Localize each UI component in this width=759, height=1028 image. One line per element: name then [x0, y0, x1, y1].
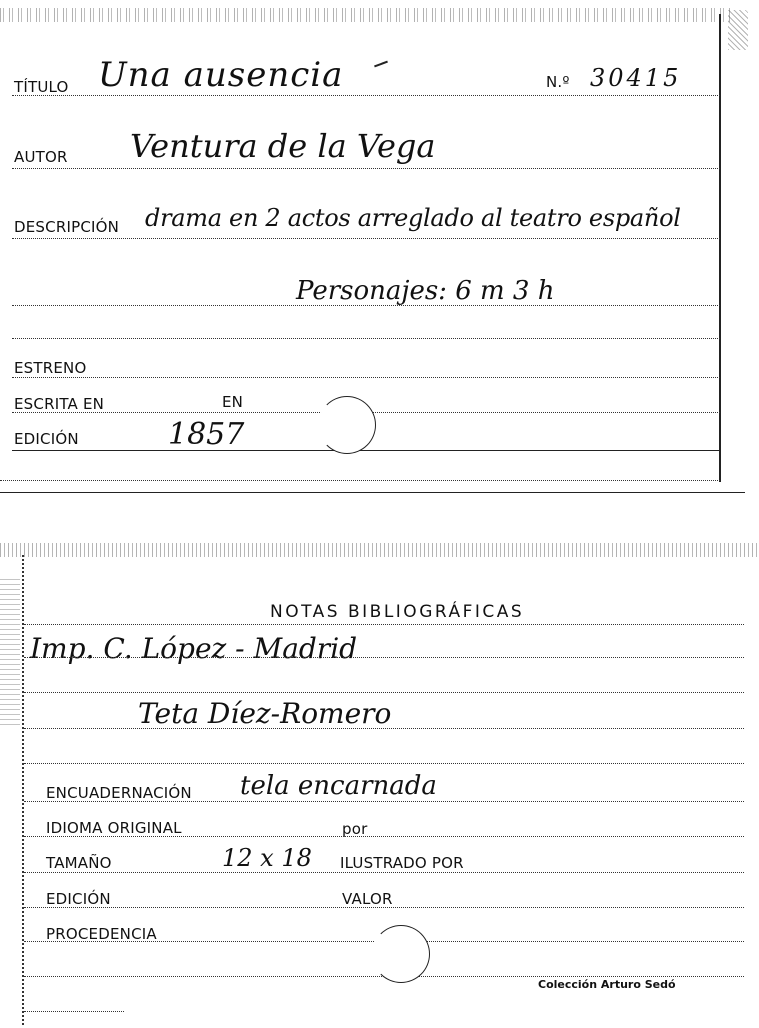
ruled-line [24, 872, 744, 873]
tamano-value: 12 x 18 [222, 844, 312, 872]
card-left-edge [22, 555, 26, 1025]
descripcion-value: drama en 2 actos arreglado al teatro español [145, 204, 681, 232]
idioma-label: IDIOMA ORIGINAL [46, 819, 182, 837]
coleccion-label: Colección Arturo Sedó [538, 978, 676, 991]
ruled-line [24, 1011, 124, 1012]
valor-label: VALOR [342, 890, 393, 908]
catalog-card-back [0, 535, 759, 1028]
card-edge-speckle [0, 543, 759, 557]
autor-value: Ventura de la Vega [130, 127, 436, 165]
ruled-line [24, 836, 744, 837]
imprenta-value: Imp. C. López - Madrid [30, 632, 358, 665]
card-edge-speckle [0, 8, 730, 22]
catalog-card-front [0, 0, 745, 492]
ruled-line [24, 907, 744, 908]
personajes-value: Personajes: 6 m 3 h [296, 276, 555, 306]
edicion-back-label: EDICIÓN [46, 890, 111, 908]
numero-label: N.º [546, 73, 570, 91]
titulo-label: TÍTULO [14, 78, 69, 96]
ink-mark [374, 61, 388, 68]
autor-label: AUTOR [14, 148, 68, 166]
ruled-line [0, 480, 720, 481]
punch-hole [318, 396, 376, 454]
scan-noise [728, 10, 748, 50]
edicion-value: 1857 [168, 417, 245, 452]
por-label: por [342, 820, 368, 838]
estreno-label: ESTRENO [14, 359, 87, 377]
encuadernacion-value: tela encarnada [240, 771, 437, 801]
encuadernacion-label: ENCUADERNACIÓN [46, 784, 192, 802]
escrita-label: ESCRITA EN [14, 395, 105, 413]
ilustrado-label: ILUSTRADO POR [340, 854, 464, 872]
ruled-line [12, 238, 720, 239]
ruled-line [24, 763, 744, 764]
procedencia-label: PROCEDENCIA [46, 925, 157, 943]
ruled-line [12, 168, 720, 169]
ruled-line [12, 377, 720, 378]
ruled-line [24, 624, 744, 625]
ruled-line [24, 728, 744, 729]
ruled-line [12, 95, 720, 96]
descripcion-label: DESCRIPCIÓN [14, 218, 120, 236]
punch-hole [372, 925, 430, 983]
rubrica-value: Teta Díez-Romero [138, 697, 392, 730]
notas-heading: NOTAS BIBLIOGRÁFICAS [270, 602, 525, 622]
ruled-line [12, 338, 720, 339]
ruled-line [24, 657, 744, 658]
edicion-label: EDICIÓN [14, 430, 79, 448]
tamano-label: TAMAÑO [46, 854, 112, 872]
card-divider [0, 492, 745, 493]
ruled-line [24, 801, 744, 802]
ruled-line [24, 692, 744, 693]
numero-value: 30415 [590, 64, 682, 92]
en-label: EN [222, 393, 244, 411]
scan-noise [0, 575, 20, 725]
titulo-value: Una ausencia [98, 55, 344, 95]
ruled-line [12, 305, 720, 306]
ruled-line [12, 450, 720, 451]
